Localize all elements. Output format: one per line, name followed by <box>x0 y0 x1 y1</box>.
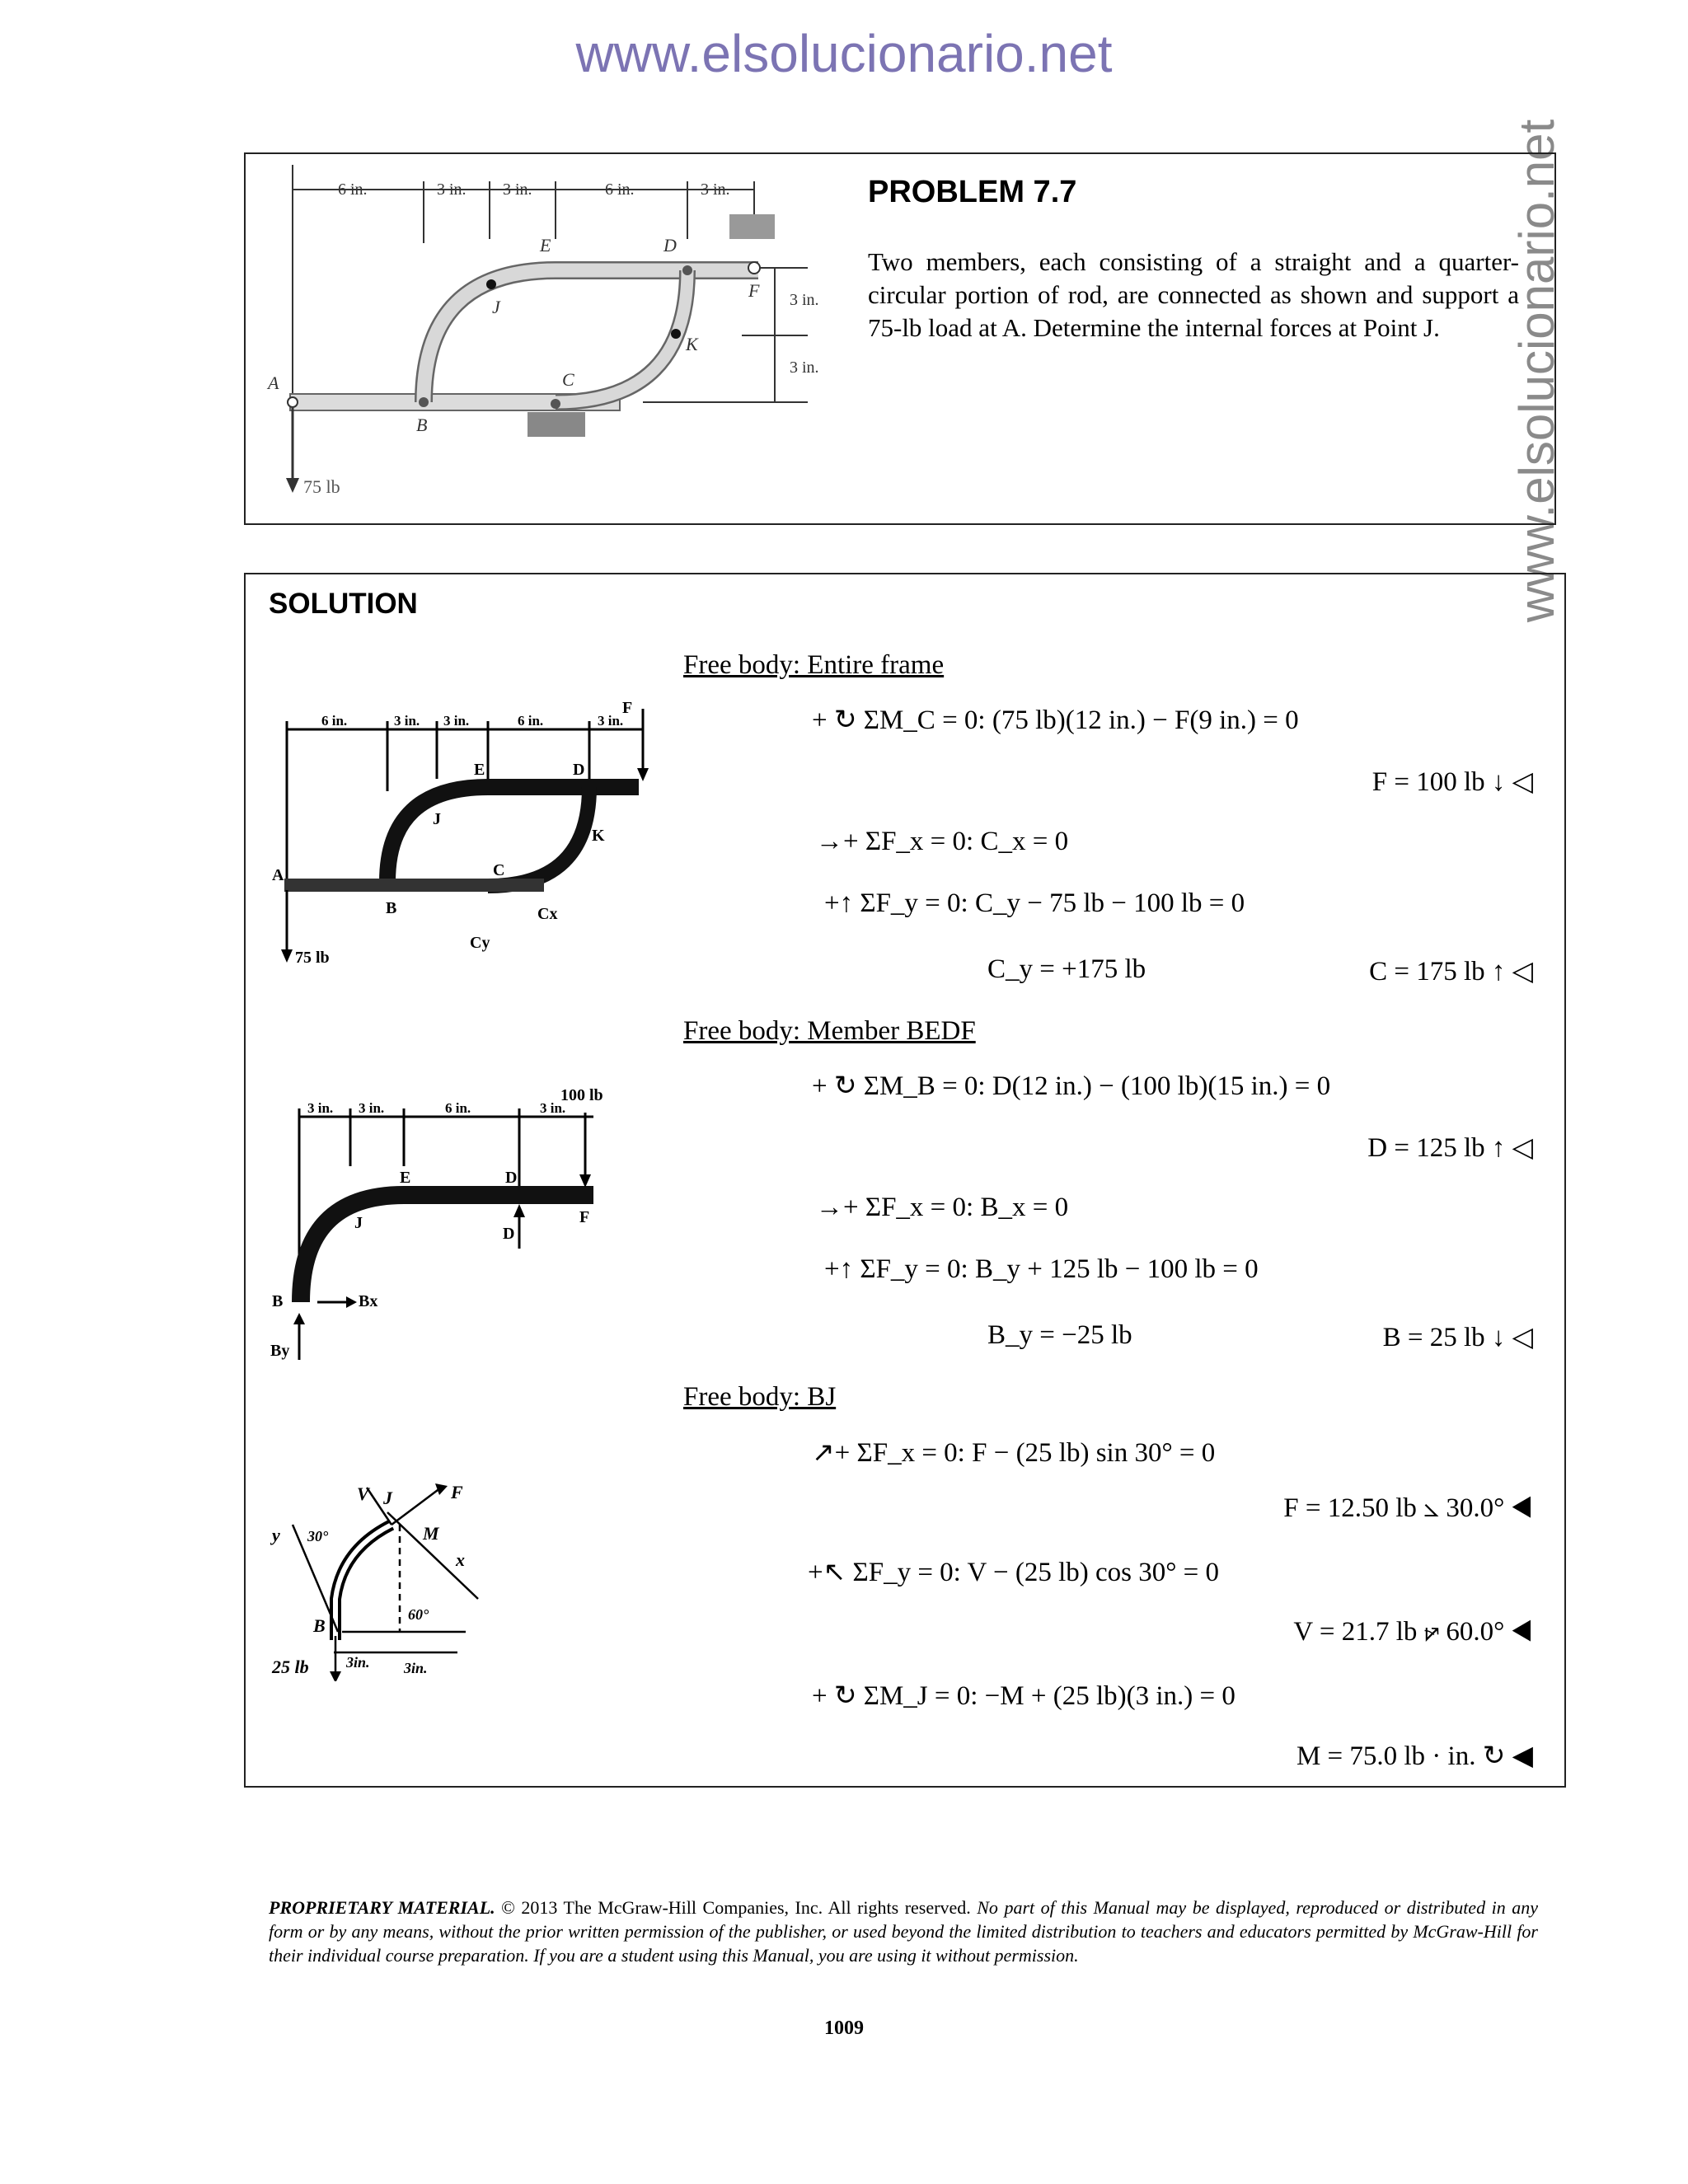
result-b: B = 25 lb ↓ ◁ <box>1382 1323 1533 1352</box>
result-f-bj: F = 12.50 lb ⦣ 30.0° ◀ <box>1283 1493 1533 1523</box>
eq-sum-fy-1: +↑ ΣF_y = 0: C_y − 75 lb − 100 lb = 0 <box>824 888 1245 918</box>
s3-label-3in-b: 3in. <box>404 1660 428 1676</box>
s3-label-V: V <box>357 1483 369 1504</box>
footer-lead: PROPRIETARY MATERIAL. <box>269 1897 495 1918</box>
s3-label-M: M <box>423 1523 439 1544</box>
result-c: C = 175 lb ↑ ◁ <box>1369 957 1533 987</box>
s1-label-B: B <box>386 899 397 917</box>
fig-dim-r1: 3 in. <box>790 291 819 309</box>
s2-label-Bx: Bx <box>359 1292 378 1310</box>
s1-dim-5: 3 in. <box>598 713 624 729</box>
s1-label-C: C <box>493 861 505 879</box>
s2-label-F: F <box>579 1208 590 1226</box>
fig-label-D: D <box>663 235 677 255</box>
s1-dim-2: 3 in. <box>394 713 420 729</box>
s1-label-Cy: Cy <box>470 934 490 952</box>
s3-label-30: 30° <box>307 1528 329 1544</box>
footer-notice <box>269 1896 1538 1967</box>
fig-dim-r2: 3 in. <box>790 359 819 377</box>
s3-label-F: F <box>451 1482 463 1502</box>
s1-dim-3: 3 in. <box>443 713 470 729</box>
s1-label-K: K <box>592 827 605 845</box>
fig-dim-4: 6 in. <box>605 180 635 199</box>
eq-moment-b: + ↻ ΣM_B = 0: D(12 in.) − (100 lb)(15 in.) = 0 <box>812 1071 1331 1101</box>
s3-label-y: y <box>272 1525 280 1545</box>
eq-moment-c: + ↻ ΣM_C = 0: (75 lb)(12 in.) − F(9 in.) = 0 <box>812 705 1299 735</box>
problem-figure <box>247 165 874 511</box>
s1-dim-4: 6 in. <box>518 713 544 729</box>
section-heading-entire-frame: Free body: Entire frame <box>683 650 945 680</box>
result-m: M = 75.0 lb · in. ↻ ◀ <box>1296 1741 1533 1771</box>
footer-copyright: © 2013 The McGraw-Hill Companies, Inc. All rights reserved. <box>495 1897 978 1918</box>
eq-sum-fy-2: +↑ ΣF_y = 0: B_y + 125 lb − 100 lb = 0 <box>824 1254 1259 1284</box>
fig-label-C: C <box>562 369 574 390</box>
fig-label-E: E <box>540 235 551 255</box>
result-d: D = 125 lb ↑ ◁ <box>1367 1133 1533 1163</box>
watermark-top: www.elsolucionario.net <box>575 24 1113 83</box>
fig-dim-3: 3 in. <box>503 180 532 199</box>
s1-label-J: J <box>433 810 441 828</box>
fig-label-K: K <box>686 334 698 354</box>
s3-label-3in-a: 3in. <box>346 1654 370 1671</box>
sketch-entire-frame <box>272 692 659 964</box>
fig-label-B: B <box>416 415 428 435</box>
eq-moment-j: + ↻ ΣM_J = 0: −M + (25 lb)(3 in.) = 0 <box>812 1681 1236 1711</box>
sketch-bj <box>268 1475 499 1681</box>
section-heading-bj: Free body: BJ <box>683 1382 837 1412</box>
fig-dim-5: 3 in. <box>701 180 730 199</box>
fig-label-A: A <box>268 373 279 393</box>
s2-label-E: E <box>400 1169 411 1187</box>
eq-sum-fx-3: ↗+ ΣF_x = 0: F − (25 lb) sin 30° = 0 <box>812 1438 1216 1468</box>
s2-label-load: 100 lb <box>560 1086 603 1104</box>
watermark-side: www.elsolucionario.net <box>1509 119 1564 623</box>
s2-dim-2: 3 in. <box>359 1100 385 1116</box>
eq-cy-value: C_y = +175 lb <box>987 954 1146 984</box>
problem-title: PROBLEM 7.7 <box>868 175 1077 209</box>
s2-label-By: By <box>270 1342 290 1360</box>
s2-label-D2: D <box>503 1225 515 1243</box>
s3-label-load: 25 lb <box>272 1657 309 1677</box>
footer-notice-text: No part of this Manual may be displayed, reproduced or distributed in any form or by any means, without the prior written permission of the publisher, or used beyond the limited distribution to teachers and educators permitted by McGraw-Hill for their individual course preparation. If you are a student using this Manual, you are using it without permission. <box>269 1897 1538 1966</box>
section-heading-member-bedf: Free body: Member BEDF <box>683 1016 976 1046</box>
s2-label-D: D <box>505 1169 518 1187</box>
s2-dim-1: 3 in. <box>307 1100 334 1116</box>
fig-label-J: J <box>492 297 500 317</box>
s3-label-J: J <box>383 1488 392 1508</box>
sketch-member-bedf <box>268 1084 639 1380</box>
fig-load-label: 75 lb <box>303 476 340 497</box>
s3-label-B: B <box>313 1615 326 1636</box>
fig-dim-2: 3 in. <box>437 180 467 199</box>
eq-sum-fx-2: →+ ΣF_x = 0: B_x = 0 <box>816 1193 1069 1222</box>
result-f: F = 100 lb ↓ ◁ <box>1372 767 1533 797</box>
s2-dim-4: 3 in. <box>540 1100 566 1116</box>
solution-title: SOLUTION <box>269 588 418 620</box>
s1-label-load: 75 lb <box>295 949 330 964</box>
s3-label-60: 60° <box>408 1606 429 1623</box>
result-v: V = 21.7 lb ⦬ 60.0° ◀ <box>1293 1617 1533 1647</box>
s1-label-D: D <box>573 761 585 779</box>
eq-sum-fy-3: +↖ ΣF_y = 0: V − (25 lb) cos 30° = 0 <box>808 1558 1220 1587</box>
s2-label-J: J <box>354 1214 363 1232</box>
s2-dim-3: 6 in. <box>445 1100 471 1116</box>
s1-label-A: A <box>272 866 284 884</box>
fig-dim-1: 6 in. <box>338 180 368 199</box>
s3-label-x: x <box>456 1549 465 1570</box>
eq-sum-fx-1: →+ ΣF_x = 0: C_x = 0 <box>816 827 1069 856</box>
page-number: 1009 <box>824 2018 864 2039</box>
s1-label-Cx: Cx <box>537 905 558 923</box>
s2-label-B: B <box>272 1292 284 1310</box>
s1-label-F: F <box>622 699 633 717</box>
problem-statement: Two members, each consisting of a straight and a quarter-circular portion of rod, are connected as shown and support a 75-lb load at A. Determine the internal forces at Point J. <box>868 247 1519 342</box>
fig-label-F: F <box>748 280 760 301</box>
s1-label-E: E <box>474 761 485 779</box>
eq-by-value: B_y = −25 lb <box>987 1320 1132 1350</box>
s1-dim-1: 6 in. <box>321 713 348 729</box>
